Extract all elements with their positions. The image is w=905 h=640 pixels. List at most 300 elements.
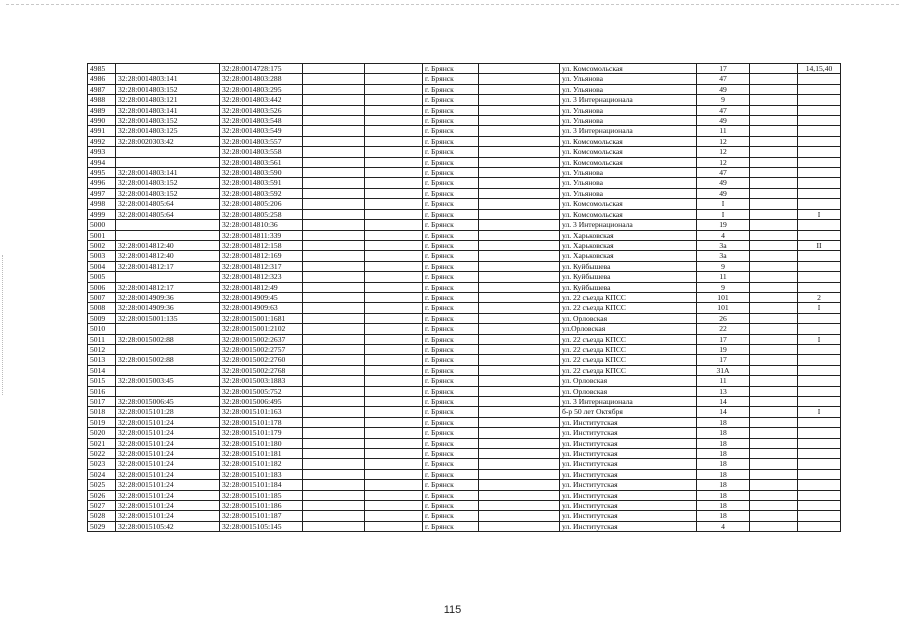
record-number: 4997: [88, 188, 116, 198]
empty-cell: [365, 334, 423, 344]
empty-cell: [303, 428, 365, 438]
city-cell: г. Брянск: [423, 95, 479, 105]
empty-cell: [479, 376, 560, 386]
city-cell: г. Брянск: [423, 168, 479, 178]
empty-cell: [303, 469, 365, 479]
empty-cell: [479, 397, 560, 407]
table-row: [88, 344, 841, 354]
empty-cell: [479, 386, 560, 396]
table-row: [88, 428, 841, 438]
cadastral-parcel-number: 32:28:0014812:40: [116, 251, 220, 261]
record-number: 4999: [88, 209, 116, 219]
house-number-cell: 14: [697, 407, 750, 417]
house-number-cell: 17: [697, 334, 750, 344]
table-row: [88, 136, 841, 146]
street-cell: ул. 22 съезда КПСС: [560, 365, 697, 375]
empty-cell: [479, 147, 560, 157]
empty-cell: [750, 251, 798, 261]
empty-cell: [479, 95, 560, 105]
city-cell: г. Брянск: [423, 490, 479, 500]
empty-cell: [303, 64, 365, 74]
cadastral-parcel-number: 32:28:0014909:36: [116, 292, 220, 302]
record-number: 4989: [88, 105, 116, 115]
empty-cell: [750, 324, 798, 334]
empty-cell: [750, 480, 798, 490]
note-cell: [798, 480, 841, 490]
empty-cell: [303, 407, 365, 417]
street-cell: ул. Институтская: [560, 521, 697, 531]
record-number: 5014: [88, 365, 116, 375]
street-cell: ул. 22 съезда КПСС: [560, 344, 697, 354]
note-cell: [798, 365, 841, 375]
cadastral-parcel-number: [116, 344, 220, 354]
empty-cell: [750, 397, 798, 407]
street-cell: ул. Комсомольская: [560, 64, 697, 74]
empty-cell: [365, 521, 423, 531]
cadastral-object-number: 32:28:0015002:2637: [220, 334, 303, 344]
empty-cell: [365, 397, 423, 407]
city-cell: г. Брянск: [423, 105, 479, 115]
city-cell: г. Брянск: [423, 261, 479, 271]
cadastral-parcel-number: 32:28:0014803:152: [116, 178, 220, 188]
table-row: [88, 438, 841, 448]
cadastral-object-number: 32:28:0014728:175: [220, 64, 303, 74]
city-cell: г. Брянск: [423, 64, 479, 74]
empty-cell: [303, 199, 365, 209]
house-number-cell: 18: [697, 490, 750, 500]
street-cell: ул. Куйбышева: [560, 261, 697, 271]
record-number: 5003: [88, 251, 116, 261]
empty-cell: [365, 209, 423, 219]
street-cell: ул. Ульянова: [560, 116, 697, 126]
cadastral-parcel-number: 32:28:0014909:36: [116, 303, 220, 313]
empty-cell: [365, 459, 423, 469]
empty-cell: [479, 501, 560, 511]
cadastral-parcel-number: 32:28:0015101:24: [116, 428, 220, 438]
empty-cell: [479, 438, 560, 448]
house-number-cell: 101: [697, 292, 750, 302]
cadastral-object-number: 32:28:0014803:591: [220, 178, 303, 188]
empty-cell: [365, 313, 423, 323]
empty-cell: [365, 188, 423, 198]
empty-cell: [750, 376, 798, 386]
street-cell: ул. Харьковская: [560, 230, 697, 240]
record-number: 5000: [88, 220, 116, 230]
table-row: [88, 209, 841, 219]
cadastral-parcel-number: 32:28:0015101:24: [116, 438, 220, 448]
empty-cell: [303, 303, 365, 313]
empty-cell: [365, 469, 423, 479]
city-cell: г. Брянск: [423, 521, 479, 531]
cadastral-parcel-number: 32:28:0015101:24: [116, 501, 220, 511]
city-cell: г. Брянск: [423, 147, 479, 157]
cadastral-object-number: 32:28:0014909:63: [220, 303, 303, 313]
note-cell: [798, 376, 841, 386]
empty-cell: [303, 74, 365, 84]
empty-cell: [750, 386, 798, 396]
empty-cell: [365, 116, 423, 126]
table-row: [88, 490, 841, 500]
city-cell: г. Брянск: [423, 438, 479, 448]
empty-cell: [479, 428, 560, 438]
street-cell: ул. Институтская: [560, 490, 697, 500]
cadastral-object-number: 32:28:0014803:590: [220, 168, 303, 178]
house-number-cell: 19: [697, 344, 750, 354]
cadastral-parcel-number: 32:28:0014803:141: [116, 105, 220, 115]
note-cell: [798, 459, 841, 469]
empty-cell: [365, 449, 423, 459]
note-cell: [798, 105, 841, 115]
house-number-cell: 9: [697, 261, 750, 271]
note-cell: [798, 95, 841, 105]
table-row: [88, 168, 841, 178]
records-table: [87, 63, 841, 532]
empty-cell: [750, 511, 798, 521]
street-cell: ул. Ульянова: [560, 178, 697, 188]
empty-cell: [479, 240, 560, 250]
empty-cell: [750, 303, 798, 313]
cadastral-parcel-number: [116, 272, 220, 282]
table-row: [88, 386, 841, 396]
cadastral-object-number: 32:28:0014803:557: [220, 136, 303, 146]
empty-cell: [479, 324, 560, 334]
empty-cell: [750, 126, 798, 136]
empty-cell: [365, 95, 423, 105]
empty-cell: [303, 365, 365, 375]
record-number: 5012: [88, 344, 116, 354]
table-row: [88, 459, 841, 469]
note-cell: [798, 449, 841, 459]
house-number-cell: 26: [697, 313, 750, 323]
empty-cell: [303, 438, 365, 448]
note-cell: [798, 168, 841, 178]
cadastral-object-number: 32:28:0014805:206: [220, 199, 303, 209]
empty-cell: [303, 209, 365, 219]
cadastral-object-number: 32:28:0014909:45: [220, 292, 303, 302]
cadastral-parcel-number: 32:28:0014803:152: [116, 84, 220, 94]
empty-cell: [303, 188, 365, 198]
empty-cell: [479, 220, 560, 230]
street-cell: ул. Институтская: [560, 469, 697, 479]
empty-cell: [365, 303, 423, 313]
cadastral-parcel-number: 32:28:0014803:141: [116, 74, 220, 84]
record-number: 4990: [88, 116, 116, 126]
empty-cell: [303, 157, 365, 167]
note-cell: [798, 251, 841, 261]
cadastral-parcel-number: 32:28:0014805:64: [116, 209, 220, 219]
street-cell: ул. 22 съезда КПСС: [560, 334, 697, 344]
empty-cell: [365, 511, 423, 521]
empty-cell: [750, 449, 798, 459]
note-cell: [798, 178, 841, 188]
empty-cell: [750, 116, 798, 126]
cadastral-parcel-number: 32:28:0015101:24: [116, 480, 220, 490]
empty-cell: [303, 147, 365, 157]
empty-cell: [303, 334, 365, 344]
cadastral-object-number: 32:28:0014805:258: [220, 209, 303, 219]
empty-cell: [303, 272, 365, 282]
table-row: [88, 449, 841, 459]
street-cell: ул. Институтская: [560, 428, 697, 438]
empty-cell: [750, 428, 798, 438]
cadastral-parcel-number: 32:28:0015001:135: [116, 313, 220, 323]
empty-cell: [750, 490, 798, 500]
record-number: 4994: [88, 157, 116, 167]
scan-top-edge: [6, 4, 899, 5]
record-number: 5018: [88, 407, 116, 417]
record-number: 5009: [88, 313, 116, 323]
house-number-cell: 3а: [697, 251, 750, 261]
cadastral-object-number: 32:28:0015002:2768: [220, 365, 303, 375]
empty-cell: [303, 178, 365, 188]
empty-cell: [750, 168, 798, 178]
empty-cell: [479, 105, 560, 115]
record-number: 5027: [88, 501, 116, 511]
cadastral-parcel-number: 32:28:0015101:24: [116, 449, 220, 459]
street-cell: ул. Ульянова: [560, 84, 697, 94]
empty-cell: [479, 168, 560, 178]
house-number-cell: 11: [697, 126, 750, 136]
cadastral-object-number: 32:28:0015001:1681: [220, 313, 303, 323]
note-cell: [798, 126, 841, 136]
empty-cell: [479, 407, 560, 417]
record-number: 5017: [88, 397, 116, 407]
cadastral-parcel-number: 32:28:0015101:24: [116, 469, 220, 479]
city-cell: г. Брянск: [423, 376, 479, 386]
empty-cell: [479, 490, 560, 500]
empty-cell: [750, 469, 798, 479]
cadastral-object-number: 32:28:0014803:549: [220, 126, 303, 136]
empty-cell: [750, 313, 798, 323]
note-cell: [798, 147, 841, 157]
empty-cell: [750, 438, 798, 448]
empty-cell: [750, 147, 798, 157]
record-number: 4988: [88, 95, 116, 105]
empty-cell: [365, 261, 423, 271]
table-row: [88, 147, 841, 157]
cadastral-parcel-number: 32:28:0014812:17: [116, 282, 220, 292]
table-row: [88, 334, 841, 344]
empty-cell: [303, 511, 365, 521]
cadastral-object-number: 32:28:0015002:2757: [220, 344, 303, 354]
house-number-cell: 4: [697, 230, 750, 240]
street-cell: ул. Орловская: [560, 386, 697, 396]
empty-cell: [479, 178, 560, 188]
empty-cell: [479, 469, 560, 479]
city-cell: г. Брянск: [423, 282, 479, 292]
empty-cell: [303, 480, 365, 490]
record-number: 5011: [88, 334, 116, 344]
cadastral-object-number: 32:28:0014803:592: [220, 188, 303, 198]
record-number: 5019: [88, 417, 116, 427]
empty-cell: [750, 417, 798, 427]
empty-cell: [303, 501, 365, 511]
empty-cell: [750, 407, 798, 417]
street-cell: ул. Ульянова: [560, 168, 697, 178]
note-cell: [798, 74, 841, 84]
empty-cell: [365, 157, 423, 167]
record-number: 5023: [88, 459, 116, 469]
cadastral-parcel-number: [116, 64, 220, 74]
cadastral-parcel-number: 32:28:0014812:40: [116, 240, 220, 250]
cadastral-object-number: 32:28:0014812:158: [220, 240, 303, 250]
table-row: [88, 511, 841, 521]
cadastral-object-number: 32:28:0015101:181: [220, 449, 303, 459]
empty-cell: [303, 240, 365, 250]
table-row: [88, 303, 841, 313]
empty-cell: [303, 449, 365, 459]
city-cell: г. Брянск: [423, 209, 479, 219]
empty-cell: [365, 240, 423, 250]
note-cell: 2: [798, 292, 841, 302]
empty-cell: [303, 261, 365, 271]
note-cell: [798, 417, 841, 427]
cadastral-object-number: 32:28:0014803:295: [220, 84, 303, 94]
house-number-cell: 12: [697, 157, 750, 167]
empty-cell: [750, 272, 798, 282]
city-cell: г. Брянск: [423, 428, 479, 438]
city-cell: г. Брянск: [423, 417, 479, 427]
empty-cell: [479, 417, 560, 427]
table-row: [88, 126, 841, 136]
cadastral-parcel-number: [116, 230, 220, 240]
empty-cell: [365, 344, 423, 354]
cadastral-parcel-number: 32:28:0015101:24: [116, 490, 220, 500]
empty-cell: [479, 230, 560, 240]
table-row: [88, 501, 841, 511]
empty-cell: [365, 407, 423, 417]
street-cell: ул. Комсомольская: [560, 147, 697, 157]
house-number-cell: 18: [697, 469, 750, 479]
table-row: [88, 84, 841, 94]
empty-cell: [479, 272, 560, 282]
empty-cell: [365, 251, 423, 261]
record-number: 5015: [88, 376, 116, 386]
empty-cell: [479, 365, 560, 375]
record-number: 5026: [88, 490, 116, 500]
cadastral-parcel-number: 32:28:0014803:152: [116, 116, 220, 126]
city-cell: г. Брянск: [423, 272, 479, 282]
note-cell: I: [798, 303, 841, 313]
cadastral-parcel-number: [116, 220, 220, 230]
record-number: 5008: [88, 303, 116, 313]
table-row: [88, 220, 841, 230]
city-cell: г. Брянск: [423, 355, 479, 365]
cadastral-parcel-number: 32:28:0015101:24: [116, 459, 220, 469]
note-cell: [798, 272, 841, 282]
street-cell: ул. 3 Интернационала: [560, 220, 697, 230]
empty-cell: [365, 178, 423, 188]
empty-cell: [365, 272, 423, 282]
note-cell: [798, 282, 841, 292]
empty-cell: [750, 365, 798, 375]
empty-cell: [303, 105, 365, 115]
table-row: [88, 272, 841, 282]
note-cell: [798, 324, 841, 334]
street-cell: ул. Ульянова: [560, 105, 697, 115]
house-number-cell: 17: [697, 64, 750, 74]
cadastral-object-number: 32:28:0014803:548: [220, 116, 303, 126]
empty-cell: [750, 521, 798, 531]
empty-cell: [479, 459, 560, 469]
house-number-cell: 18: [697, 501, 750, 511]
empty-cell: [479, 64, 560, 74]
cadastral-object-number: 32:28:0014811:339: [220, 230, 303, 240]
empty-cell: [479, 313, 560, 323]
cadastral-parcel-number: 32:28:0015006:45: [116, 397, 220, 407]
empty-cell: [479, 355, 560, 365]
record-number: 4996: [88, 178, 116, 188]
note-cell: [798, 313, 841, 323]
record-number: 5024: [88, 469, 116, 479]
cadastral-object-number: 32:28:0015101:183: [220, 469, 303, 479]
record-number: 5004: [88, 261, 116, 271]
street-cell: ул. 22 съезда КПСС: [560, 355, 697, 365]
note-cell: [798, 157, 841, 167]
house-number-cell: 47: [697, 168, 750, 178]
empty-cell: [303, 282, 365, 292]
city-cell: г. Брянск: [423, 365, 479, 375]
note-cell: [798, 261, 841, 271]
empty-cell: [750, 74, 798, 84]
note-cell: [798, 438, 841, 448]
street-cell: ул. Комсомольская: [560, 136, 697, 146]
table-row: [88, 292, 841, 302]
empty-cell: [750, 188, 798, 198]
empty-cell: [750, 220, 798, 230]
empty-cell: [303, 386, 365, 396]
cadastral-object-number: 32:28:0014812:169: [220, 251, 303, 261]
record-number: 5006: [88, 282, 116, 292]
empty-cell: [750, 230, 798, 240]
record-number: 4986: [88, 74, 116, 84]
cadastral-parcel-number: 32:28:0014803:152: [116, 188, 220, 198]
cadastral-object-number: 32:28:0015101:179: [220, 428, 303, 438]
record-number: 4987: [88, 84, 116, 94]
empty-cell: [750, 178, 798, 188]
note-cell: [798, 501, 841, 511]
cadastral-parcel-number: 32:28:0015105:42: [116, 521, 220, 531]
city-cell: г. Брянск: [423, 459, 479, 469]
empty-cell: [365, 428, 423, 438]
house-number-cell: I: [697, 199, 750, 209]
city-cell: г. Брянск: [423, 501, 479, 511]
empty-cell: [365, 376, 423, 386]
city-cell: г. Брянск: [423, 386, 479, 396]
empty-cell: [365, 126, 423, 136]
empty-cell: [750, 84, 798, 94]
cadastral-object-number: 32:28:0014803:558: [220, 147, 303, 157]
house-number-cell: 18: [697, 428, 750, 438]
table-row: [88, 188, 841, 198]
house-number-cell: 18: [697, 449, 750, 459]
house-number-cell: 31А: [697, 365, 750, 375]
note-cell: [798, 490, 841, 500]
empty-cell: [303, 251, 365, 261]
street-cell: ул. Куйбышева: [560, 282, 697, 292]
house-number-cell: 11: [697, 376, 750, 386]
empty-cell: [479, 188, 560, 198]
empty-cell: [479, 521, 560, 531]
table-row: [88, 313, 841, 323]
city-cell: г. Брянск: [423, 303, 479, 313]
house-number-cell: 18: [697, 417, 750, 427]
cadastral-parcel-number: [116, 386, 220, 396]
city-cell: г. Брянск: [423, 157, 479, 167]
empty-cell: [479, 74, 560, 84]
record-number: 5028: [88, 511, 116, 521]
note-cell: II: [798, 240, 841, 250]
